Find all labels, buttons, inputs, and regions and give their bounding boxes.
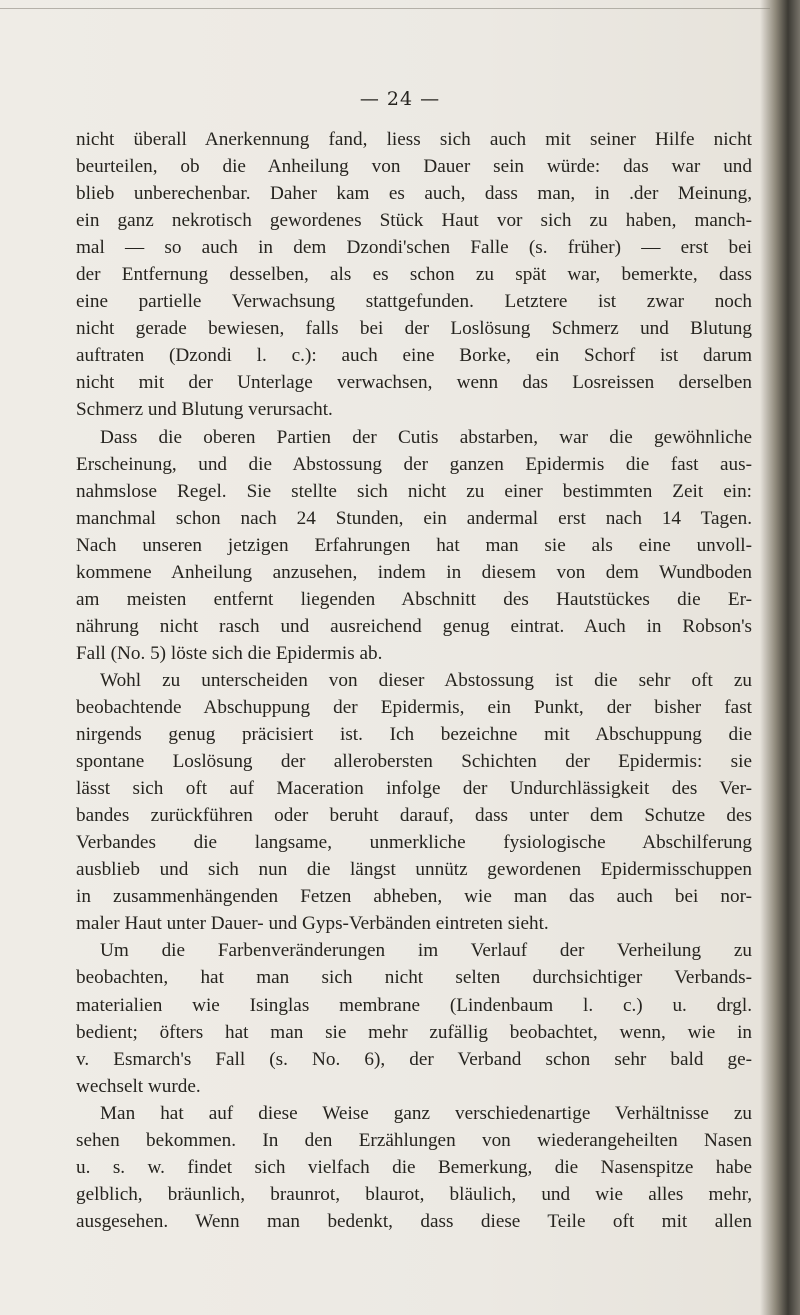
text-line: Verbandes die langsame, unmerkliche fysiologische Abschilferung xyxy=(76,832,752,854)
text-line: Dass die oberen Partien der Cutis abstarben, war die gewöhnliche xyxy=(100,426,752,448)
text-line: u. s. w. findet sich vielfach die Bemerkung, die Nasenspitze habe xyxy=(76,1156,752,1178)
text-line: am meisten entfernt liegenden Abschnitt des Hautstückes die Er- xyxy=(76,588,752,610)
text-line: manchmal schon nach 24 Stunden, ein andermal erst nach 14 Tagen. xyxy=(76,507,752,529)
text-line: wechselt wurde. xyxy=(76,1075,201,1097)
text-line: Schmerz und Blutung verursacht. xyxy=(76,399,333,421)
text-line: ein ganz nekrotisch gewordenes Stück Haut vor sich zu haben, manch- xyxy=(76,210,752,232)
text-line: nährung nicht rasch und ausreichend genug eintrat. Auch in Robson's xyxy=(76,615,752,637)
text-line: eine partielle Verwachsung stattgefunden. Letztere ist zwar noch xyxy=(76,291,752,313)
page-edge-shadow xyxy=(760,0,800,1315)
text-line: ausgesehen. Wenn man bedenkt, dass diese Teile oft mit allen xyxy=(76,1210,752,1232)
text-line: gelblich, bräunlich, braunrot, blaurot, bläulich, und wie alles mehr, xyxy=(76,1183,752,1205)
text-line: bedient; öfters hat man sie mehr zufällig beobachtet, wenn, wie in xyxy=(76,1021,752,1043)
text-line: maler Haut unter Dauer- und Gyps-Verbänden eintreten sieht. xyxy=(76,913,549,935)
body-text xyxy=(76,126,752,1235)
text-line: materialien wie Isinglas membrane (Lindenbaum l. c.) u. drgl. xyxy=(76,994,752,1016)
text-line: bandes zurückführen oder beruht darauf, dass unter dem Schutze des xyxy=(76,805,752,827)
top-rule xyxy=(0,8,770,9)
text-line: beurteilen, ob die Anheilung von Dauer sein würde: das war und xyxy=(76,156,752,178)
text-line: der Entfernung desselben, als es schon zu spät war, bemerkte, dass xyxy=(76,264,752,286)
text-line: auftraten (Dzondi l. c.): auch eine Borke, ein Schorf ist darum xyxy=(76,345,752,367)
text-line: blieb unberechenbar. Daher kam es auch, dass man, in .der Meinung, xyxy=(76,183,752,205)
text-line: Wohl zu unterscheiden von dieser Abstossung ist die sehr oft zu xyxy=(100,669,752,691)
text-line: Erscheinung, und die Abstossung der ganzen Epidermis die fast aus- xyxy=(76,453,752,475)
text-line: spontane Loslösung der allerobersten Schichten der Epidermis: sie xyxy=(76,751,752,773)
text-line: nahmslose Regel. Sie stellte sich nicht zu einer bestimmten Zeit ein: xyxy=(76,480,752,502)
page-number: — 24 — xyxy=(359,88,441,110)
text-line: Nach unseren jetzigen Erfahrungen hat man sie als eine unvoll- xyxy=(76,534,752,556)
text-line: lässt sich oft auf Maceration infolge der Undurchlässigkeit des Ver- xyxy=(76,778,752,800)
text-line: v. Esmarch's Fall (s. No. 6), der Verband schon sehr bald ge- xyxy=(76,1048,752,1070)
text-line: Um die Farbenveränderungen im Verlauf der Verheilung zu xyxy=(100,940,752,962)
text-line: in zusammenhängenden Fetzen abheben, wie man das auch bei nor- xyxy=(76,886,752,908)
text-line: ausblieb und sich nun die längst unnütz gewordenen Epidermisschuppen xyxy=(76,859,752,881)
text-line: nirgends genug präcisiert ist. Ich bezeichne mit Abschuppung die xyxy=(76,724,752,746)
text-line: beobachtende Abschuppung der Epidermis, ein Punkt, der bisher fast xyxy=(76,696,752,718)
text-line: Fall (No. 5) löste sich die Epidermis ab. xyxy=(76,642,383,664)
text-line: nicht mit der Unterlage verwachsen, wenn das Losreissen derselben xyxy=(76,372,752,394)
text-line: nicht gerade bewiesen, falls bei der Loslösung Schmerz und Blutung xyxy=(76,318,752,340)
text-line: beobachten, hat man sich nicht selten durchsichtiger Verbands- xyxy=(76,967,752,989)
text-line: nicht überall Anerkennung fand, liess sich auch mit seiner Hilfe nicht xyxy=(76,129,752,150)
text-line: sehen bekommen. In den Erzählungen von wiederangeheilten Nasen xyxy=(76,1129,752,1151)
text-line: kommene Anheilung anzusehen, indem in diesem von dem Wundboden xyxy=(76,561,752,583)
text-line: mal — so auch in dem Dzondi'schen Falle (s. früher) — erst bei xyxy=(76,237,752,259)
text-line: Man hat auf diese Weise ganz verschiedenartige Verhältnisse zu xyxy=(100,1102,752,1124)
